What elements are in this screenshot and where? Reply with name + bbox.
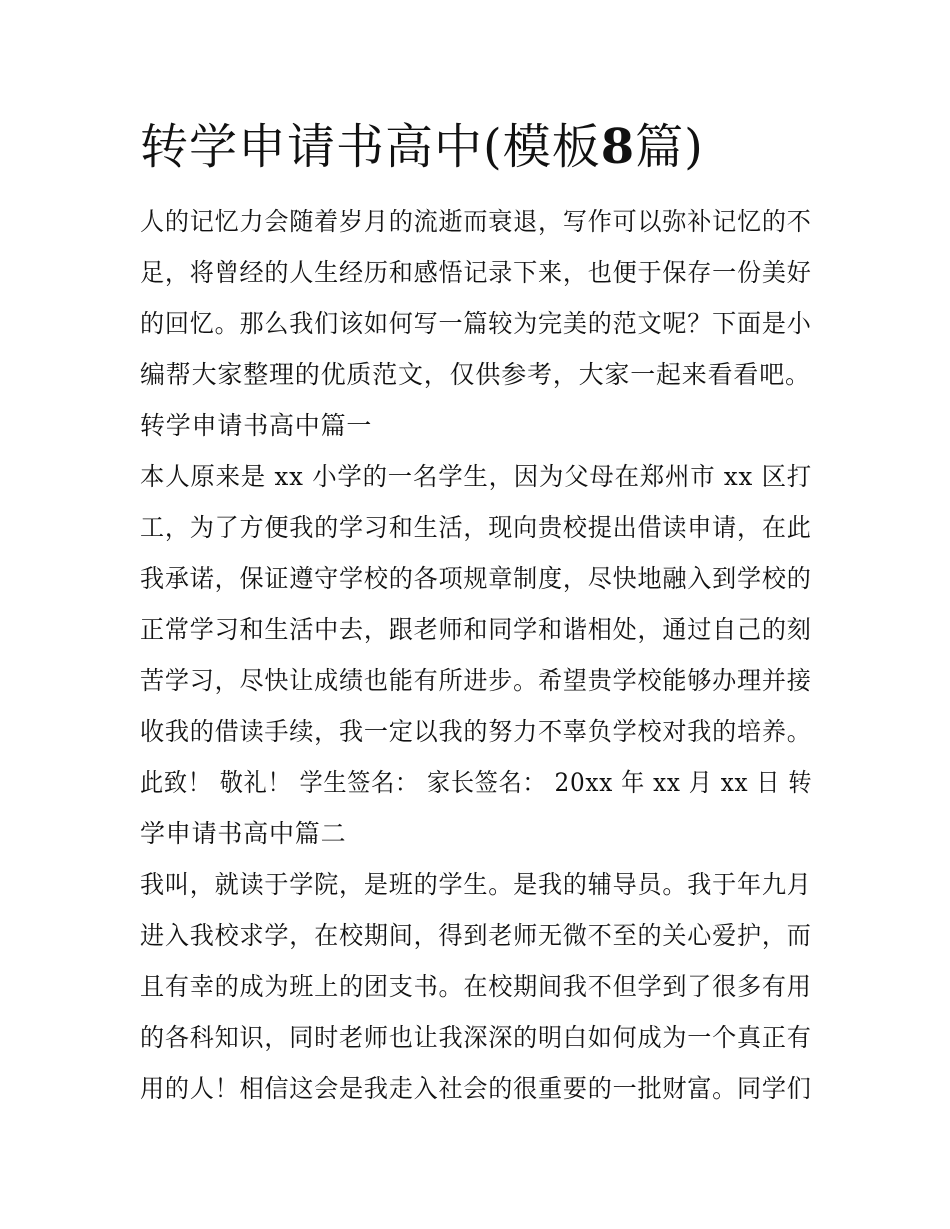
body-line-2: 足，将曾经的人生经历和感悟记录下来，也便于保存一份美好 bbox=[140, 258, 812, 287]
body-line-8: 我承诺，保证遵守学校的各项规章制度，尽快地融入到学校的 bbox=[140, 564, 812, 593]
body-line-3: 的回忆。那么我们该如何写一篇较为完美的范文呢？下面是小 bbox=[140, 309, 812, 338]
body-line-11: 收我的借读手续，我一定以我的努力不辜负学校对我的培养。 bbox=[140, 717, 812, 746]
section-heading-1: 转学申请书高中篇一 bbox=[140, 411, 373, 440]
body-line-4: 编帮大家整理的优质范文，仅供参考，大家一起来看看吧。 bbox=[140, 360, 811, 389]
title-number: 8 bbox=[600, 119, 636, 175]
body-line-10: 苦学习，尽快让成绩也能有所进步。希望贵学校能够办理并接 bbox=[140, 666, 812, 695]
body-line-6: 本人原来是 xx 小学的一名学生，因为父母在郑州市 xx 区打 bbox=[140, 462, 812, 491]
title-suffix: 篇) bbox=[635, 119, 704, 175]
document-title bbox=[140, 112, 704, 182]
title-prefix: 转学申请书高中(模板 bbox=[140, 119, 601, 175]
body-line-7: 工，为了方便我的学习和生活，现向贵校提出借读申请，在此 bbox=[140, 513, 812, 542]
body-line-15: 进入我校求学，在校期间，得到老师无微不至的关心爱护，而 bbox=[140, 921, 812, 950]
body-line-14: 我叫，就读于学院，是班的学生。是我的辅导员。我于年九月 bbox=[140, 870, 812, 899]
body-line-9: 正常学习和生活中去，跟老师和同学和谐相处，通过自己的刻 bbox=[140, 615, 812, 644]
body-line-1: 人的记忆力会随着岁月的流逝而衰退，写作可以弥补记忆的不 bbox=[140, 207, 812, 236]
body-line-18: 用的人！相信这会是我走入社会的很重要的一批财富。同学们 bbox=[140, 1074, 812, 1103]
body-line-16: 且有幸的成为班上的团支书。在校期间我不但学到了很多有用 bbox=[140, 972, 812, 1001]
body-line-17: 的各科知识，同时老师也让我深深的明白如何成为一个真正有 bbox=[140, 1023, 812, 1052]
section-heading-2: 学申请书高中篇二 bbox=[140, 819, 347, 848]
body-line-12: 此致！ 敬礼！ 学生签名： 家长签名： 20xx 年 xx 月 xx 日 转 bbox=[140, 768, 813, 797]
